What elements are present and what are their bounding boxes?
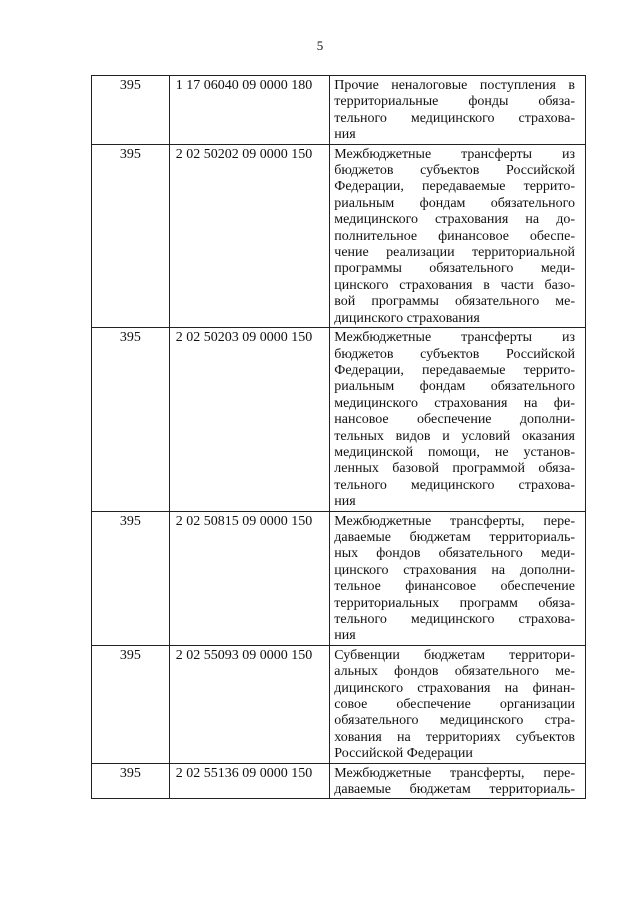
revenue-name-line: чение реализации территориальной [334,245,575,261]
admin-code-cell: 395 [92,144,170,327]
revenue-name-line: ния [334,628,356,644]
revenue-name-cell [330,144,586,327]
revenue-name-line: тельного медицинского страхова- [334,110,575,126]
revenue-name-line: альных фондов обязательного ме- [334,664,575,680]
revenue-name-line: медицинского страхования на до- [334,212,575,228]
revenue-name-line: ния [334,127,356,143]
table-row [92,511,586,645]
revenue-name-line: цинского страхования в части базо- [334,277,575,293]
revenue-name-line: даваемые бюджетам территориаль- [334,782,575,798]
revenue-name-line: обязательного медицинского стра- [334,713,575,729]
revenue-name-line: бюджетов субъектов Российской [334,163,575,179]
revenue-name-line: Межбюджетные трансферты, пере- [334,765,575,781]
budget-code-cell: 1 17 06040 09 0000 180 [169,76,330,145]
revenue-name-line: Межбюджетные трансферты из [334,146,575,162]
admin-code-cell: 395 [92,76,170,145]
revenue-name-line: дицинского страхования [334,310,480,326]
revenue-name-line: Субвенции бюджетам территори- [334,647,575,663]
revenue-name-line: нансовое обеспечение дополни- [334,412,575,428]
revenue-name-line: ния [334,494,356,510]
revenue-name-line: совое обеспечение организации [334,697,575,713]
revenue-name-line: медицинской помощи, не установ- [334,444,575,460]
budget-code-cell: 2 02 55136 09 0000 150 [169,763,330,799]
budget-code-cell: 2 02 55093 09 0000 150 [169,645,330,763]
budget-code-cell: 2 02 50203 09 0000 150 [169,328,330,511]
table-row [92,763,586,799]
revenue-name-line: хования на территориях субъектов [334,729,575,745]
revenue-name-line: медицинского страхования на фи- [334,395,575,411]
admin-code-cell: 395 [92,763,170,799]
table-row [92,645,586,763]
revenue-name-line: Российской Федерации [334,746,473,762]
budget-code-cell: 2 02 50815 09 0000 150 [169,511,330,645]
admin-code-cell: 395 [92,645,170,763]
revenue-name-line: бюджетов субъектов Российской [334,346,575,362]
revenue-name-line: ных фондов обязательного меди- [334,546,575,562]
table-row [92,144,586,327]
revenue-name-line: Межбюджетные трансферты из [334,330,575,346]
revenue-name-line: территориальные фонды обяза- [334,94,575,110]
revenue-name-line: полнительное финансовое обеспе- [334,228,575,244]
revenue-name-line: тельного медицинского страхова- [334,612,575,627]
revenue-name-line: программы обязательного меди- [334,261,575,277]
revenue-name-line: тельного медицинского страхова- [334,477,575,493]
page-number: 5 [316,38,324,53]
revenue-name-cell [330,763,586,799]
table-row [92,328,586,511]
revenue-name-line: тельных видов и условий оказания [334,428,575,444]
revenue-name-line: тельное финансовое обеспечение [334,579,575,595]
revenue-name-line: даваемые бюджетам территориаль- [334,529,575,545]
table-row [92,76,586,145]
revenue-name-line: риальным фондам обязательного [334,379,575,395]
revenue-name-line: территориальных программ обяза- [334,595,575,611]
budget-classification-table [91,75,586,799]
table-body [92,76,586,799]
revenue-name-cell [330,328,586,511]
revenue-name-cell [330,76,586,145]
admin-code-cell: 395 [92,328,170,511]
revenue-name-cell [330,511,586,645]
revenue-name-line: Межбюджетные трансферты, пере- [334,513,575,529]
revenue-name-line: вой программы обязательного ме- [334,294,575,310]
admin-code-cell: 395 [92,511,170,645]
budget-code-cell: 2 02 50202 09 0000 150 [169,144,330,327]
revenue-name-line: Федерации, передаваемые террито- [334,362,575,378]
revenue-name-line: Прочие неналоговые поступления в [334,78,575,93]
revenue-name-line: ленных базовой программой обяза- [334,461,575,477]
revenue-name-line: цинского страхования на дополни- [334,562,575,578]
revenue-name-line: Федерации, передаваемые террито- [334,179,575,195]
revenue-name-cell [330,645,586,763]
revenue-name-line: дицинского страхования на финан- [334,680,575,696]
revenue-name-line: риальным фондам обязательного [334,195,575,211]
